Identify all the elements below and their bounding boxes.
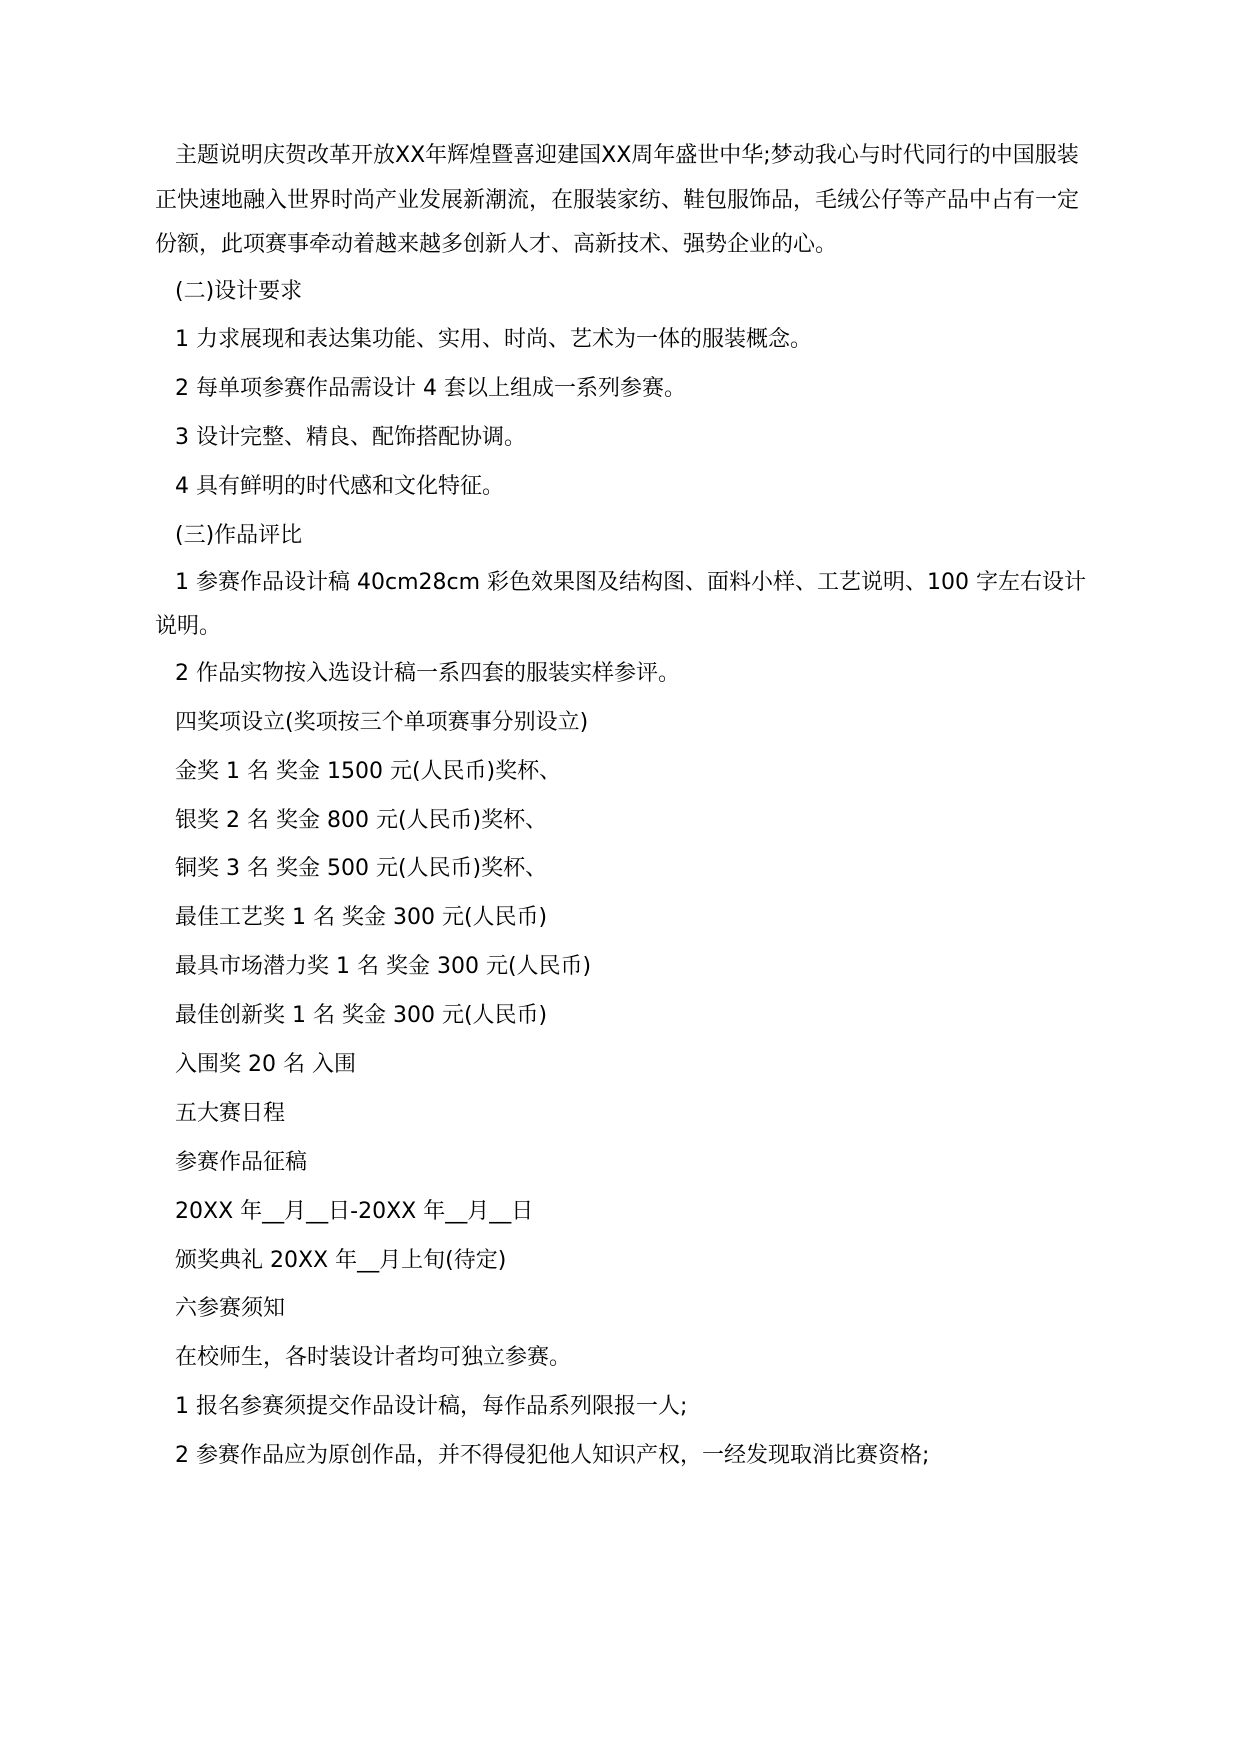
award-finalist: 入围奖 20 名 入围 bbox=[175, 1051, 356, 1077]
rules-item-2: 2 参赛作品应为原创作品，并不得侵犯他人知识产权，一经发现取消比赛资格; bbox=[175, 1443, 930, 1469]
schedule-submission-dates: 20XX 年__月__日-20XX 年__月__日 bbox=[175, 1198, 534, 1224]
judging-item-2: 2 作品实物按入选设计稿一系四套的服装实样参评。 bbox=[175, 660, 680, 686]
requirement-item-4: 4 具有鲜明的时代感和文化特征。 bbox=[175, 474, 504, 500]
rules-eligibility: 在校师生，各时装设计者均可独立参赛。 bbox=[175, 1345, 572, 1371]
section-heading-rules: 六参赛须知 bbox=[175, 1296, 286, 1322]
section-heading-schedule: 五大赛日程 bbox=[175, 1100, 286, 1126]
award-best-innovation: 最佳创新奖 1 名 奖金 300 元(人民币) bbox=[175, 1003, 548, 1029]
requirement-item-3: 3 设计完整、精良、配饰搭配协调。 bbox=[175, 425, 526, 451]
award-market-potential: 最具市场潜力奖 1 名 奖金 300 元(人民币) bbox=[175, 954, 592, 980]
rules-item-1: 1 报名参赛须提交作品设计稿，每作品系列限报一人; bbox=[175, 1394, 688, 1420]
requirement-item-1: 1 力求展现和表达集功能、实用、时尚、艺术为一体的服装概念。 bbox=[175, 327, 812, 353]
schedule-ceremony: 颁奖典礼 20XX 年__月上旬(待定) bbox=[175, 1247, 507, 1273]
award-bronze: 铜奖 3 名 奖金 500 元(人民币)奖杯、 bbox=[175, 856, 548, 882]
document-body bbox=[155, 134, 1090, 1481]
section-heading-awards: 四奖项设立(奖项按三个单项赛事分别设立) bbox=[175, 709, 589, 735]
award-best-craft: 最佳工艺奖 1 名 奖金 300 元(人民币) bbox=[175, 905, 548, 931]
schedule-submission-label: 参赛作品征稿 bbox=[175, 1149, 308, 1175]
award-silver: 银奖 2 名 奖金 800 元(人民币)奖杯、 bbox=[175, 807, 548, 833]
requirement-item-2: 2 每单项参赛作品需设计 4 套以上组成一系列参赛。 bbox=[175, 376, 686, 402]
intro-paragraph: 主题说明庆贺改革开放XX年辉煌暨喜迎建国XX周年盛世中华;梦动我心与时代同行的中国服装正快速地融入世界时尚产业发展新潮流，在服装家纺、鞋包服饰品，毛绒公仔等产品中占有一定份额，此项赛事牵动着越来越多创新人才、高新技术、强势企业的心。 bbox=[155, 143, 1080, 257]
judging-item-1: 1 参赛作品设计稿 40cm28cm 彩色效果图及结构图、面料小样、工艺说明、100 字左右设计说明。 bbox=[155, 569, 1087, 640]
section-heading-judging: (三)作品评比 bbox=[175, 522, 303, 548]
award-gold: 金奖 1 名 奖金 1500 元(人民币)奖杯、 bbox=[175, 758, 562, 784]
section-heading-design-requirements: (二)设计要求 bbox=[175, 278, 303, 304]
